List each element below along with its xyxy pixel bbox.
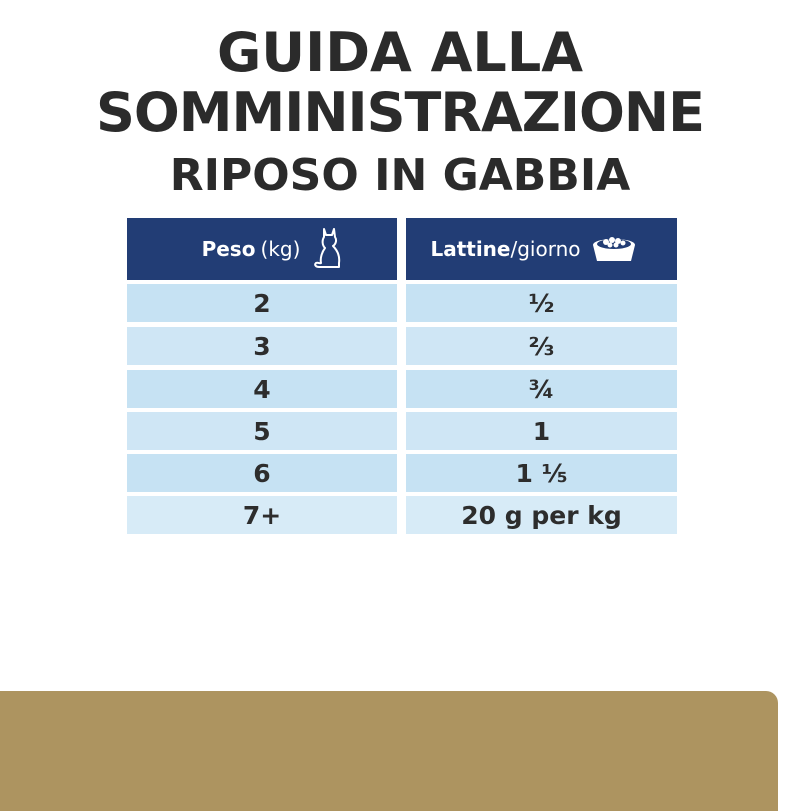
header-weight-label: Peso bbox=[201, 237, 256, 261]
header-weight bbox=[127, 218, 397, 280]
table-row-weight: 2 bbox=[127, 284, 397, 322]
header-cans-label: Lattine bbox=[430, 237, 511, 261]
food-bowl-icon bbox=[589, 230, 639, 268]
table-row-weight: 7+ bbox=[127, 496, 397, 534]
table-row-amount: ½ bbox=[406, 284, 677, 322]
subtitle: RIPOSO IN GABBIA bbox=[169, 150, 631, 201]
table-row-weight: 6 bbox=[127, 454, 397, 492]
decorative-band bbox=[0, 691, 778, 811]
table-row-amount: ¾ bbox=[406, 370, 677, 408]
header-cans-unit: /giorno bbox=[510, 237, 581, 261]
table-row-weight: 4 bbox=[127, 370, 397, 408]
table-row-weight: 5 bbox=[127, 412, 397, 450]
header-cans bbox=[406, 218, 677, 280]
table-row-amount: ⅔ bbox=[406, 327, 677, 365]
title-line-2: SOMMINISTRAZIONE bbox=[96, 81, 704, 144]
table-row-amount: 1 bbox=[406, 412, 677, 450]
header-weight-unit: (kg) bbox=[260, 237, 301, 261]
title-line-1: GUIDA ALLA bbox=[216, 21, 584, 84]
table-row-amount: 1 ⅕ bbox=[406, 454, 677, 492]
table-row-amount: 20 g per kg bbox=[406, 496, 677, 534]
table-row-weight: 3 bbox=[127, 327, 397, 365]
cat-icon bbox=[310, 225, 344, 273]
